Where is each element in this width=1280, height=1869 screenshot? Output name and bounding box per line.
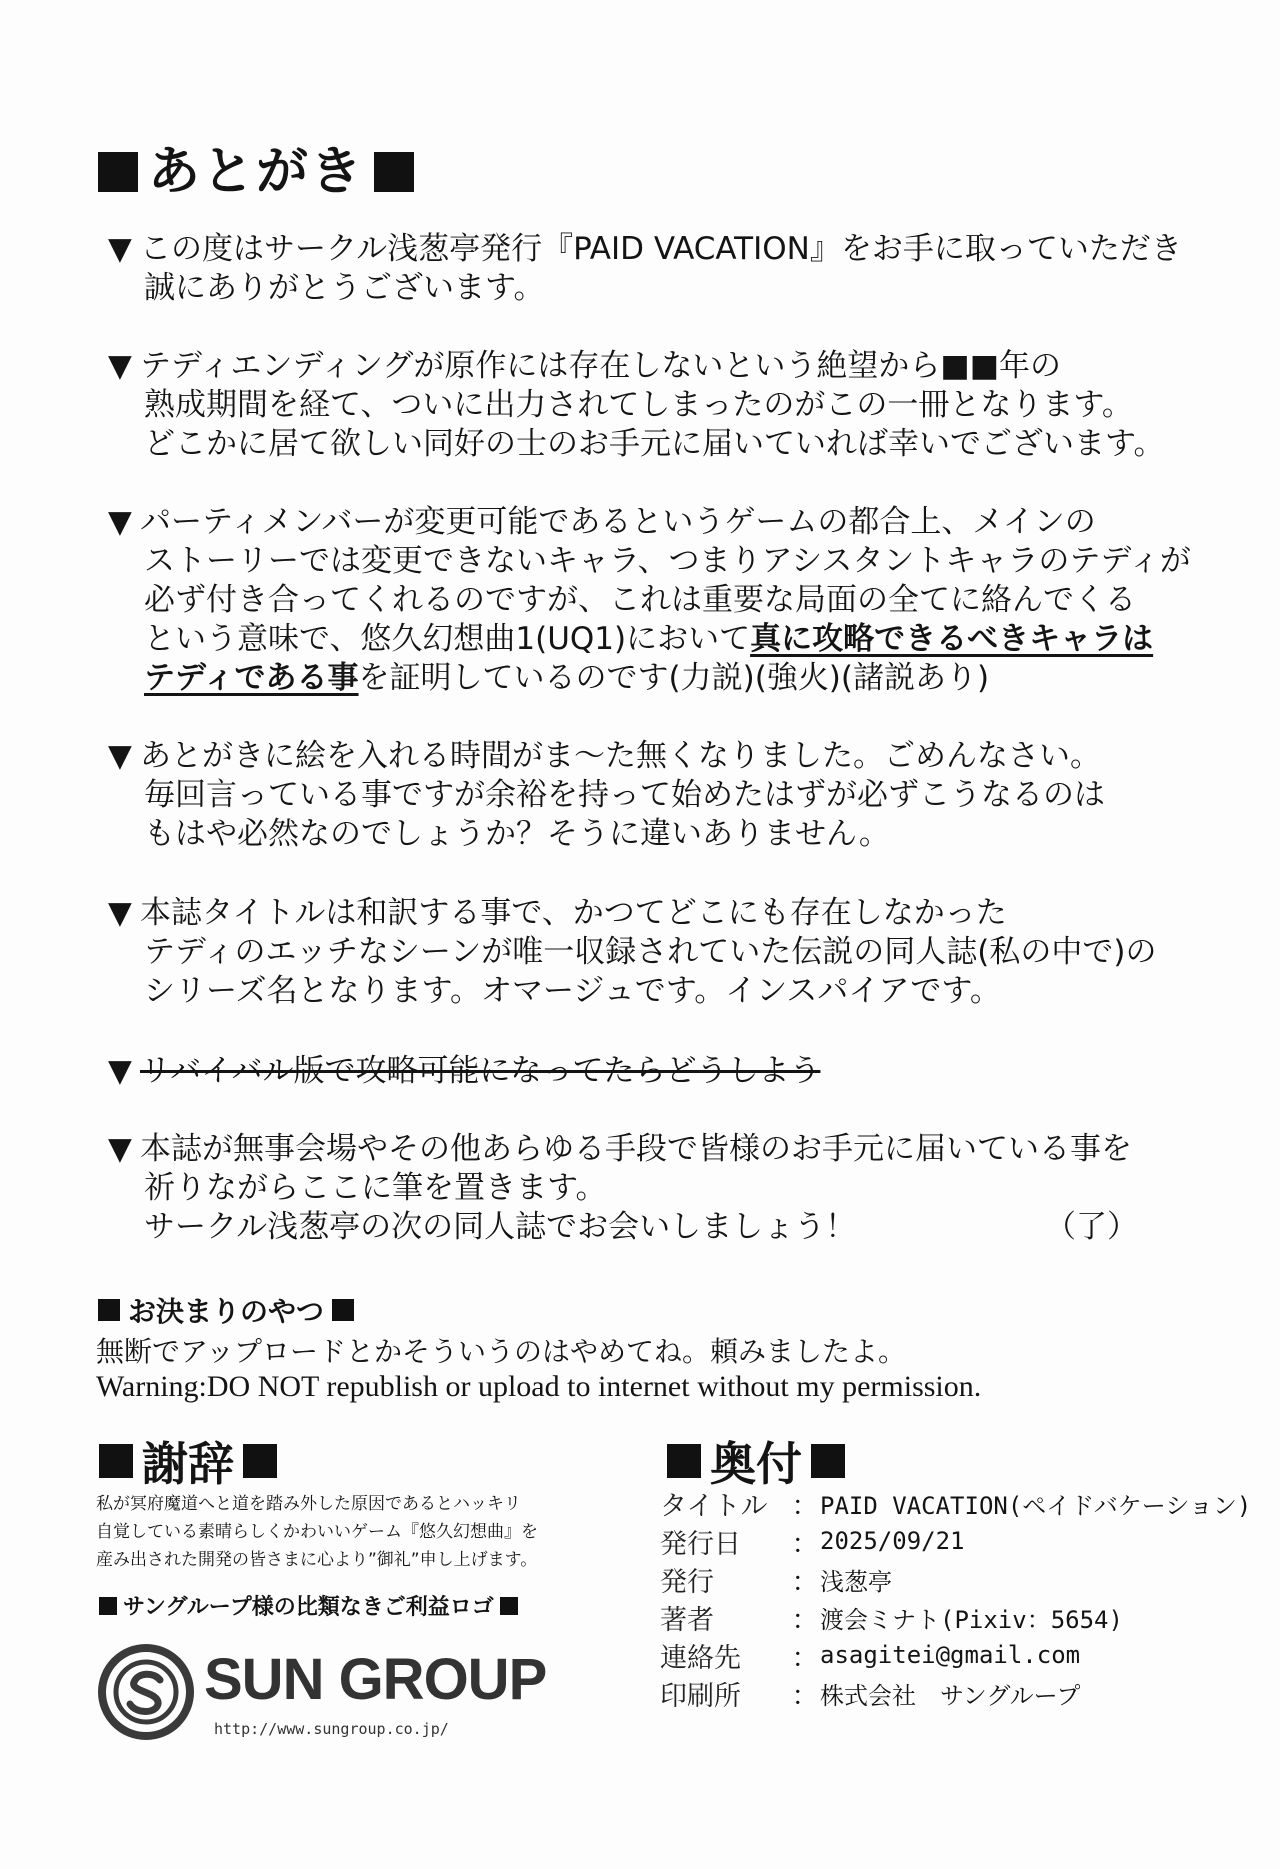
colophon-row-publisher: 発行 ： 浅葱亭 — [660, 1566, 892, 1598]
emphasis-underline: テディである事 — [144, 660, 359, 696]
thanks-text: 私が冥府魔道へと道を踏み外した原因であるとハッキリ 自覚している素晴らしくかわいいゲーム『悠久幻想曲』を 産み出された開発の皆さまに心より”御礼”申し上げます。 — [96, 1494, 538, 1570]
afterword-paragraph-2: ▼ テディエンディングが原作には存在しないという絶望から■■年の 熟成期間を経て、ついに出力されてしまったのがこの一冊となります。 どこかに居て欲しい同好の士のお手元に届いていれば幸いでございます。 — [108, 348, 1165, 462]
afterword-paragraph-1: ▼ この度はサークル浅葱亭発行『PAID VACATION』をお手に取っていただき 誠にありがとうございます。 — [108, 231, 1182, 306]
triangle-bullet-icon: ▼ — [108, 231, 132, 267]
square-bullet-icon — [811, 1444, 845, 1478]
square-bullet-icon — [243, 1444, 277, 1478]
strikethrough-text: リバイバル版で攻略可能になってたらどうしよう — [140, 1053, 821, 1089]
square-bullet-icon — [98, 1299, 120, 1321]
signoff: （了） — [1045, 1209, 1138, 1245]
square-bullet-icon — [332, 1299, 354, 1321]
afterword-paragraph-6 — [108, 1052, 1208, 1091]
colophon-table — [660, 1484, 1260, 1712]
sun-group-emblem-icon — [96, 1642, 196, 1742]
colophon-row-contact: 連絡先 ： asagitei@gmail.com — [660, 1641, 1081, 1674]
square-bullet-icon — [667, 1444, 701, 1478]
triangle-bullet-icon: ▼ — [108, 1131, 132, 1167]
logo-wordmark: SUN GROUP — [204, 1647, 547, 1712]
square-bullet-icon — [98, 152, 138, 192]
thanks-heading: 謝辞 — [94, 1428, 282, 1494]
rules-japanese-text: 無断でアップロードとかそういうのはやめてね。頼みましたよ。 — [96, 1335, 907, 1368]
triangle-bullet-icon: ▼ — [108, 1053, 132, 1089]
square-bullet-icon — [99, 1597, 117, 1615]
triangle-bullet-icon: ▼ — [108, 738, 132, 774]
triangle-bullet-icon: ▼ — [108, 504, 132, 540]
afterword-paragraph-3: ▼ パーティメンバーが変更可能であるというゲームの都合上、メインの ストーリーでは変更できないキャラ、つまりアシスタントキャラのテディが 必ず付き合ってくれるのですが、これは重要な局面の全てに絡んでくる という意味で、悠久幻想曲1(UQ1)において真に攻略できるべきキャラは テディである事を証明しているのです(力説)(強火)(諸説あり) — [108, 504, 1191, 696]
colophon-row-author: 著者 ： 渡会ミナト(Pixiv：5654) — [660, 1604, 1123, 1636]
sun-group-logo — [96, 1632, 596, 1752]
logo-caption: サングループ様の比類なきご利益ロゴ — [96, 1590, 521, 1621]
colophon-row-date: 発行日 ： 2025/09/21 — [660, 1527, 965, 1560]
logo-url: http://www.sungroup.co.jp/ — [214, 1720, 449, 1738]
square-bullet-icon — [500, 1597, 518, 1615]
afterword-paragraph-5: ▼ 本誌タイトルは和訳する事で、かつてどこにも存在しなかった テディのエッチなシーンが唯一収録されていた伝説の同人誌(私の中で)の シリーズ名となります。オマージュです。インスパイアです。 — [108, 895, 1157, 1009]
colophon-heading: 奥付 — [662, 1428, 850, 1494]
rules-heading: お決まりのやつ — [94, 1290, 358, 1330]
afterword-heading: あとがき — [92, 146, 420, 198]
emphasis-underline: 真に攻略できるべきキャラは — [750, 621, 1154, 657]
afterword-paragraph-4: ▼ あとがきに絵を入れる時間がま～た無くなりました。ごめんなさい。 毎回言っている事ですが余裕を持って始めたはずが必ずこうなるのは もはや必然なのでしょうか？そうに違いありません。 — [108, 738, 1105, 852]
afterword-paragraph-7: ▼ 本誌が無事会場やその他あらゆる手段で皆様のお手元に届いている事を 祈りながらここに筆を置きます。 サークル浅葱亭の次の同人誌でお会いしましょう！ （了） — [108, 1131, 1138, 1245]
triangle-bullet-icon: ▼ — [108, 348, 132, 384]
colophon-row-title: タイトル ： PAID VACATION(ペイドバケーション) — [660, 1490, 1252, 1522]
square-bullet-icon — [99, 1444, 133, 1478]
triangle-bullet-icon: ▼ — [108, 895, 132, 931]
colophon-row-printer: 印刷所 ： 株式会社 サングループ — [660, 1680, 1081, 1712]
rules-warning-english: Warning:DO NOT republish or upload to internet without my permission. — [96, 1370, 982, 1403]
square-bullet-icon — [374, 152, 414, 192]
